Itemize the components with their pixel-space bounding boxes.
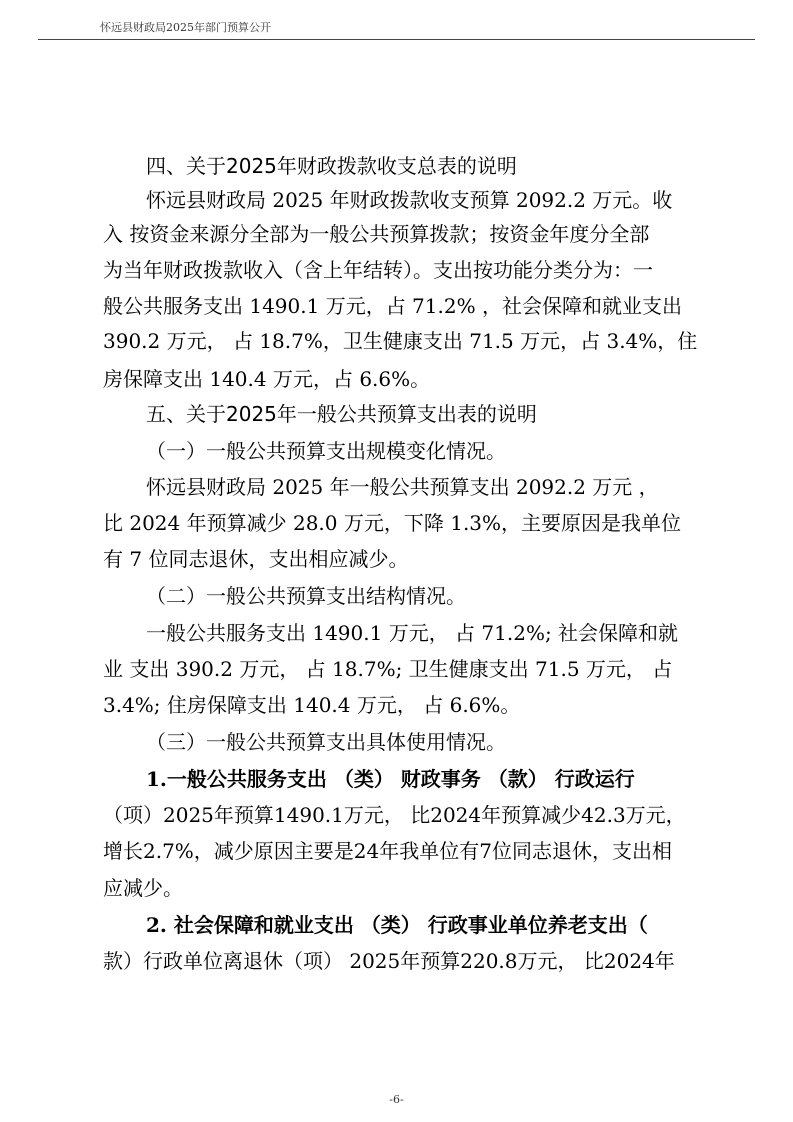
page-number: -6- [389, 1093, 404, 1106]
paragraph-line: 增长2.7%，减少原因主要是24年我单位有7位同志退休，支出相 [103, 839, 672, 863]
paragraph-line: 般公共服务支出 1490.1 万元，占 71.2% ，社会保障和就业支出 [103, 294, 682, 318]
page-header: 怀远县财政局2025年部门预算公开 [100, 21, 271, 34]
section-heading-4: 四、关于2025年财政拨款收支总表的说明 [146, 154, 517, 178]
subheading-1: （一）一般公共预算支出规模变化情况。 [146, 439, 506, 463]
paragraph-line: 业 支出 390.2 万元， 占 18.7%; 卫生健康支出 71.5 万元， 占 [103, 657, 673, 681]
paragraph-line: 应减少。 [103, 876, 183, 900]
paragraph-line: （项）2025年预算1490.1万元， 比2024年预算减少42.3万元， [103, 803, 686, 827]
paragraph-line: 房保障支出 140.4 万元，占 6.6%。 [103, 367, 431, 391]
paragraph-line: 入 按资金来源分全部为一般公共预算拨款；按资金年度分全部 [103, 222, 650, 246]
subheading-3: （三）一般公共预算支出具体使用情况。 [146, 730, 506, 754]
paragraph-line: 比 2024 年预算减少 28.0 万元，下降 1.3%，主要原因是我单位 [103, 511, 682, 535]
section-heading-5: 五、关于2025年一般公共预算支出表的说明 [146, 402, 537, 426]
paragraph-line: 有 7 位同志退休，支出相应减少。 [103, 547, 409, 571]
paragraph-line: 一般公共服务支出 1490.1 万元， 占 71.2%; 社会保障和就 [146, 621, 679, 645]
paragraph-line: 款）行政单位离退休（项） 2025年预算220.8万元， 比2024年 [103, 949, 675, 973]
item-1-title: 1.一般公共服务支出 （类） 财政事务 （款） 行政运行 [146, 767, 635, 791]
subheading-2: （二）一般公共预算支出结构情况。 [146, 584, 466, 608]
paragraph-line: 为当年财政拨款收入（含上年结转）。支出按功能分类分为：一 [103, 258, 653, 282]
header-rule [38, 39, 755, 40]
paragraph-line: 怀远县财政局 2025 年财政拨款收支预算 2092.2 万元。收 [146, 188, 673, 212]
paragraph-line: 390.2 万元， 占 18.7%，卫生健康支出 71.5 万元，占 3.4%，住 [103, 329, 698, 353]
item-2-title: 2. 社会保障和就业支出 （类） 行政事业单位养老支出（ [146, 913, 648, 937]
paragraph-line: 怀远县财政局 2025 年一般公共预算支出 2092.2 万元 ， [146, 475, 659, 499]
paragraph-line: 3.4%; 住房保障支出 140.4 万元， 占 6.6%。 [103, 693, 521, 717]
